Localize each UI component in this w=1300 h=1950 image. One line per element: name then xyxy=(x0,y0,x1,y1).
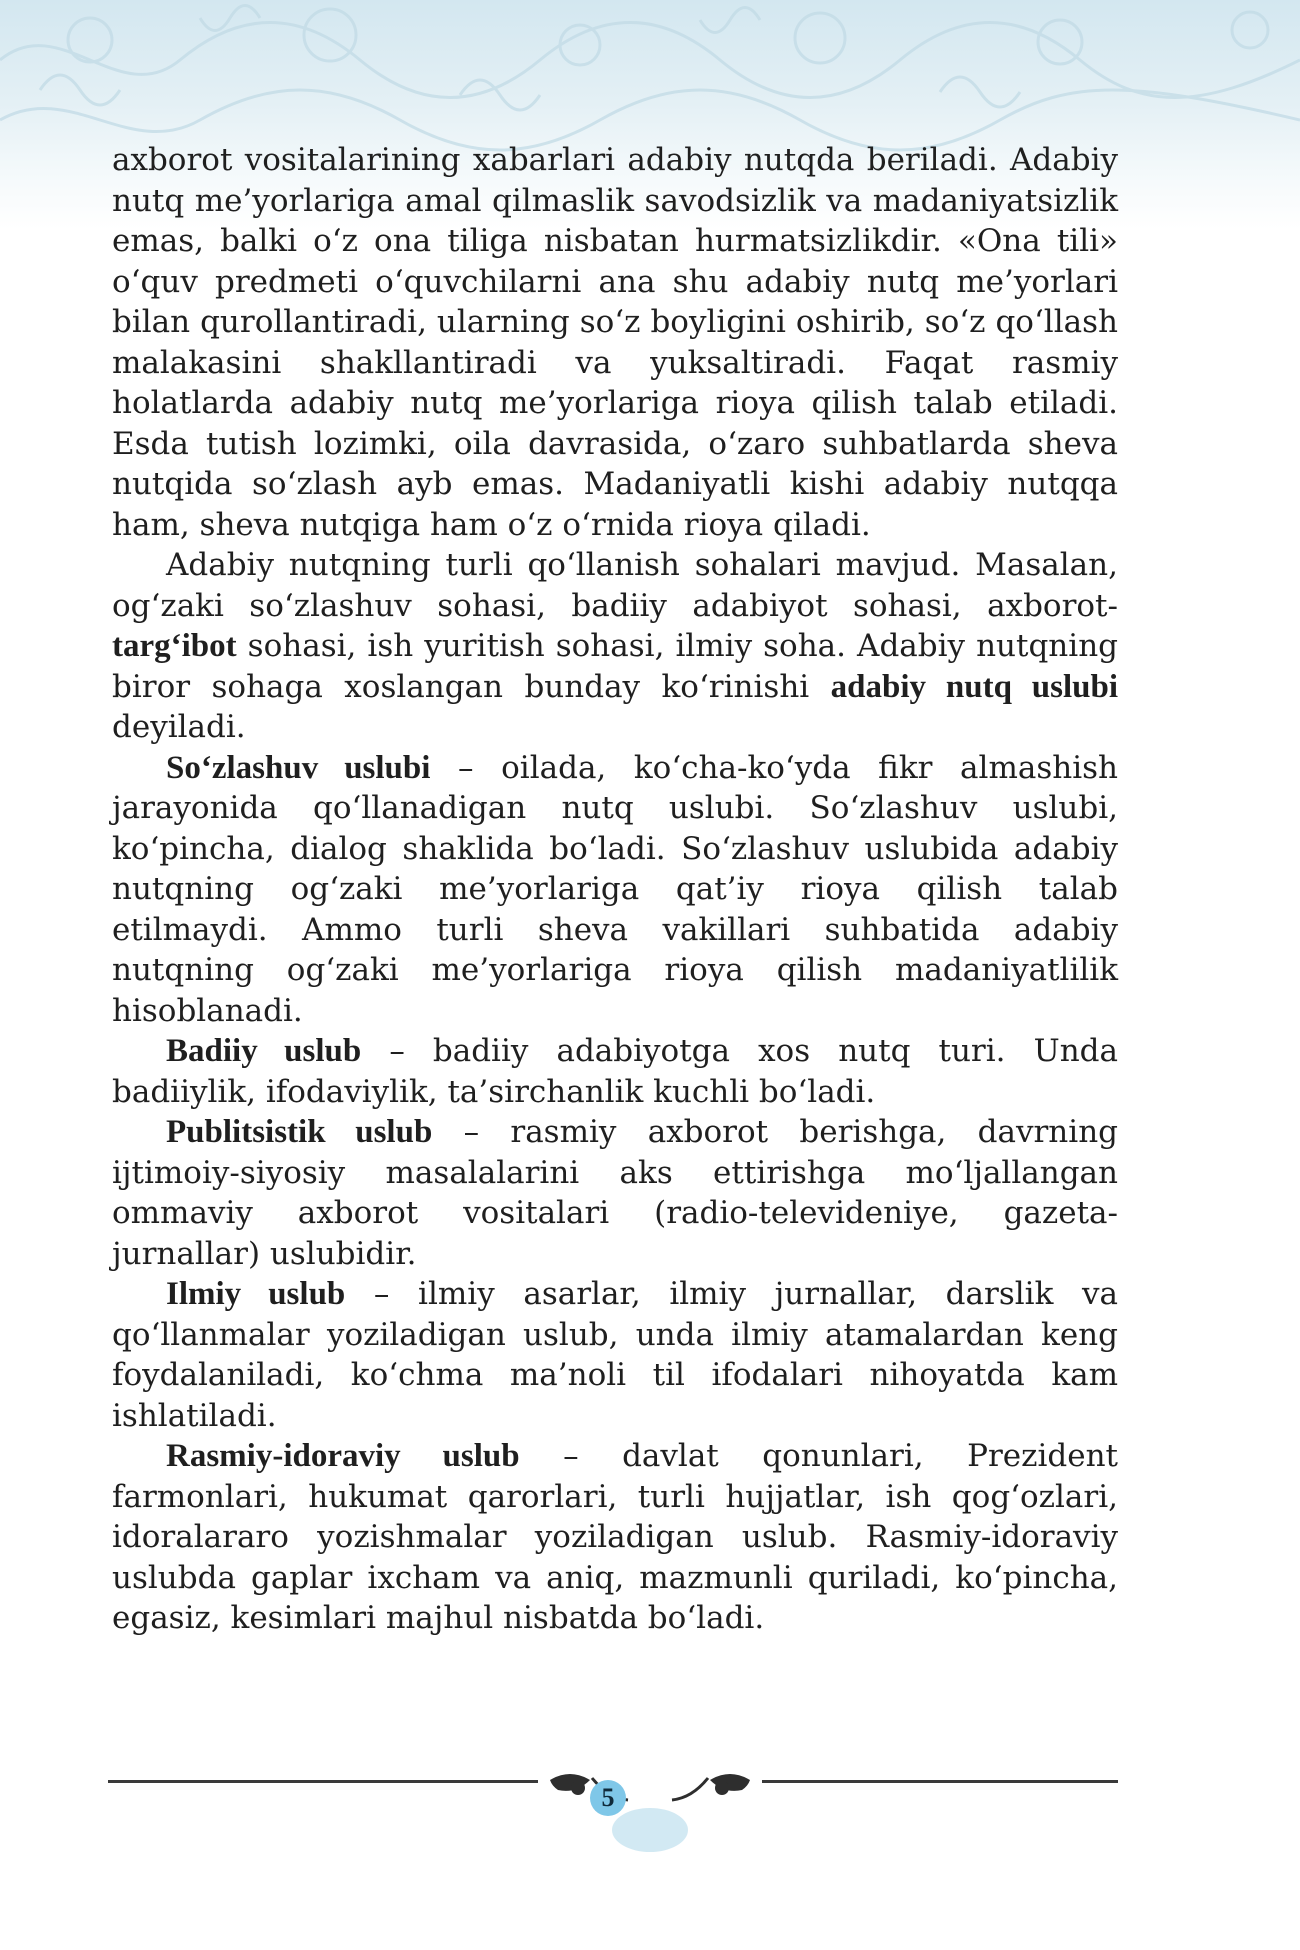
paragraph xyxy=(112,545,1118,748)
paragraph xyxy=(112,1436,1118,1639)
floral-scroll-ornament-icon xyxy=(530,1760,770,1860)
paragraph xyxy=(112,1274,1118,1436)
paragraph-text: Adabiy nutqning turli qo‘llanish sohalari mavjud. Masalan, og‘zaki so‘zlashuv sohasi, badiiy adabiyot sohasi, axborot- xyxy=(112,547,1118,624)
paragraph-text: deyiladi. xyxy=(112,709,246,745)
page-footer xyxy=(0,1760,1300,1860)
paragraph-text: – badiiy adabiyotga xos nutq turi. Unda badiiylik, ifodaviylik, ta’sirchanlik kuchli bo‘ladi. xyxy=(112,1033,1119,1110)
footer-rule-left xyxy=(108,1780,538,1783)
bold-term: Ilmiy uslub xyxy=(166,1276,346,1312)
paragraph-text: – ilmiy asarlar, ilmiy jurnallar, darslik va qo‘llanmalar yoziladigan uslub, unda ilmiy atamalardan keng foydalaniladi, ko‘chma ma’noli til ifodalari nihoyatda kam ishlatiladi. xyxy=(112,1276,1118,1434)
bold-term: targ‘ibot xyxy=(112,628,237,664)
main-text xyxy=(112,140,1118,1639)
paragraph-text: – oilada, ko‘cha-ko‘yda fikr almashish jarayonida qo‘llanadigan nutq uslubi. So‘zlashuv uslubi, ko‘pincha, dialog shaklida bo‘ladi. So‘zlashuv uslubida adabiy nutqning og‘zaki me’yorlariga qat’iy rioya qilish talab etilmaydi. Ammo turli sheva vakillari suhbatida adabiy nutqning og‘zaki me’yorlariga rioya qilish madaniyatlilik hisoblanadi. xyxy=(112,749,1118,1029)
paragraph xyxy=(112,1031,1118,1112)
bold-term: adabiy nutq uslubi xyxy=(830,668,1118,705)
paragraph-text: sohasi, ish yuritish sohasi, ilmiy soha. Adabiy nutqning biror sohaga xoslangan bunday ko‘rinishi xyxy=(112,628,1118,705)
bold-term: Rasmiy-idoraviy uslub xyxy=(166,1438,520,1474)
paragraph xyxy=(112,1112,1118,1274)
paragraph xyxy=(112,748,1118,1032)
bold-term: Publitsistik uslub xyxy=(166,1114,433,1150)
page-number: 5 xyxy=(590,1780,626,1816)
paragraph xyxy=(112,140,1118,545)
bold-term: So‘zlashuv uslubi xyxy=(166,749,431,786)
paragraph-text: axborot vositalarining xabarlari adabiy nutqda beriladi. Adabiy nutq me’yorlariga amal qilmaslik savodsizlik va madaniyatsizlik emas, balki o‘z ona tiliga nisbatan hurmatsizlikdir. «Ona tili» o‘quv predmeti o‘quvchilarni ana shu adabiy nutq me’yorlari bilan qurollantiradi, ularning so‘z boyligini oshirib, so‘z qo‘llash malakasini shakllantiradi va yuksaltiradi. Faqat rasmiy holatlarda adabiy nutq me’yorlariga rioya qilish talab etiladi. Esda tutish lozimki, oila davrasida, o‘zaro suhbatlarda sheva nutqida so‘zlash ayb emas. Madaniyatli kishi adabiy nutqqa ham, sheva nutqiga ham o‘z o‘rnida rioya qiladi. xyxy=(112,142,1118,543)
bold-term: Badiiy uslub xyxy=(166,1033,362,1069)
paragraph-text: – rasmiy axborot berishga, davrning ijtimoiy-siyosiy masalalarini aks ettirishga mo‘ljallangan ommaviy axborot vositalari (radio-televideniye, gazeta-jurnallar) uslubidir. xyxy=(112,1114,1119,1272)
paragraph-text: – davlat qonunlari, Prezident farmonlari, hukumat qarorlari, turli hujjatlar, ish qog‘ozlari, idoralararo yozishmalar yoziladigan uslub. Rasmiy-idoraviy uslubda gaplar ixcham va aniq, mazmunli quriladi, ko‘pincha, egasiz, kesimlari majhul nisbatda bo‘ladi. xyxy=(112,1438,1118,1636)
footer-rule-right xyxy=(762,1780,1118,1783)
